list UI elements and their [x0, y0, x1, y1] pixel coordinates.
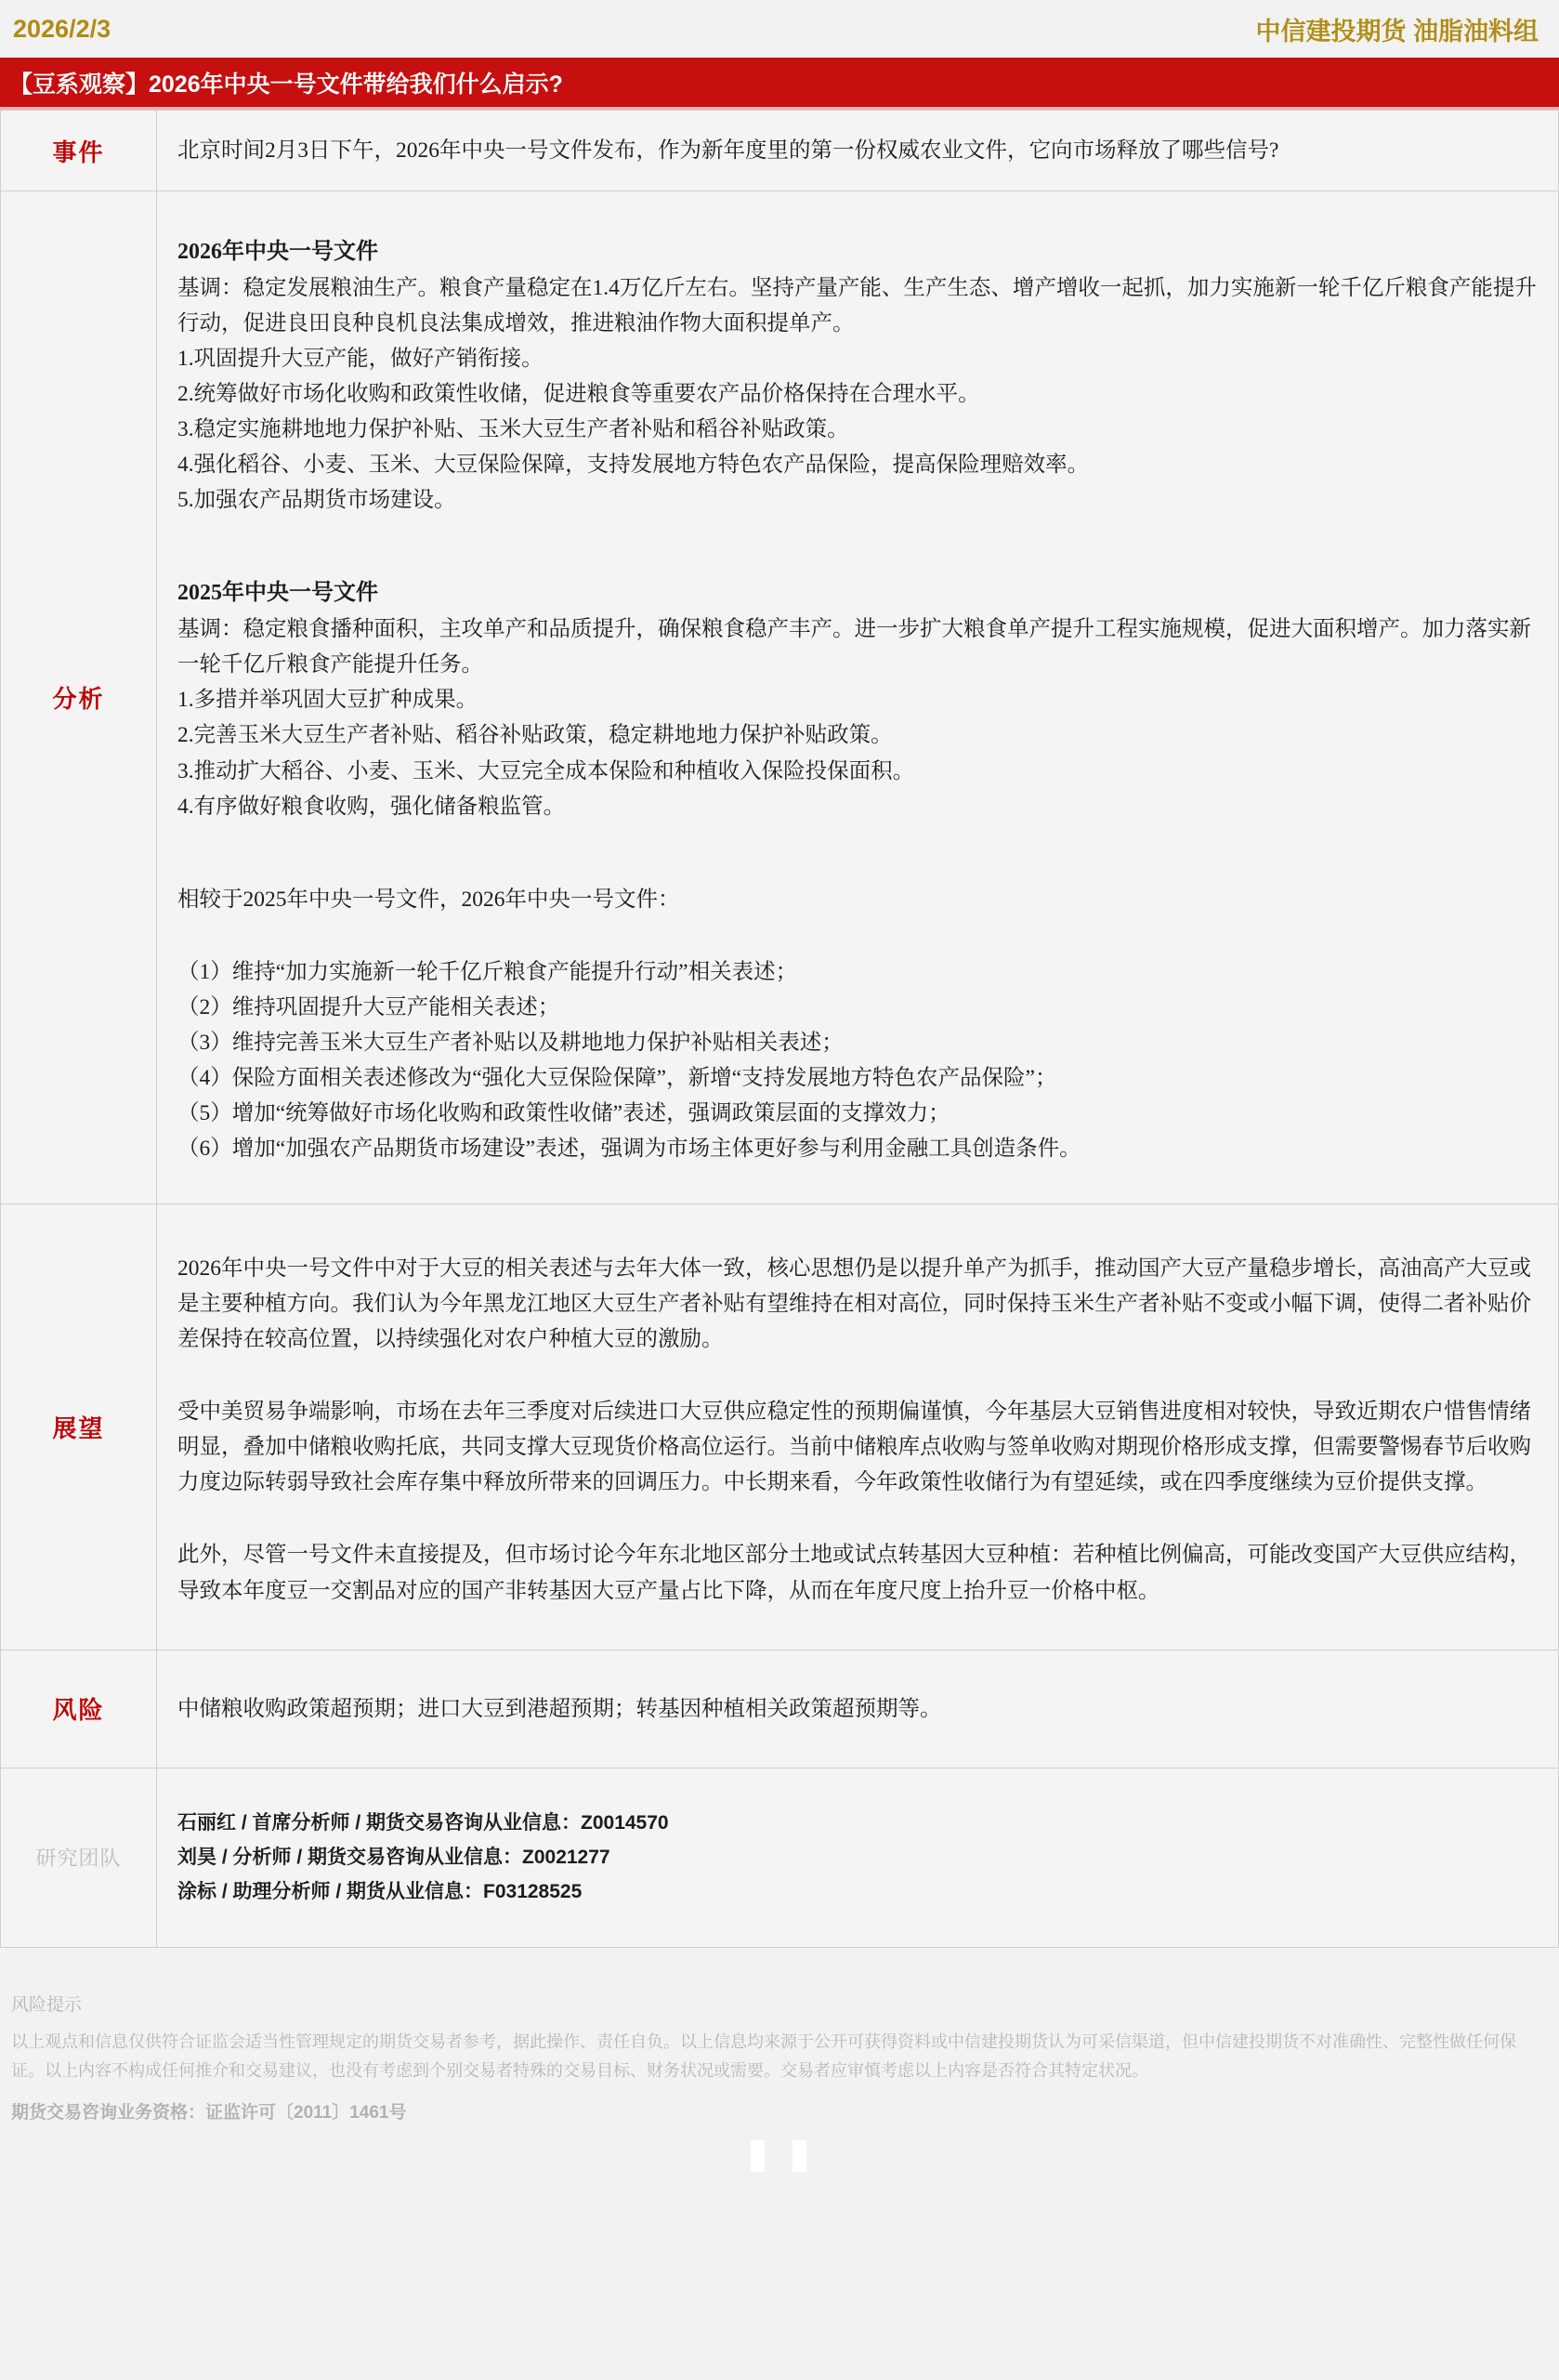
- brand-title: 中信建投期货 油脂油料组: [1255, 17, 1539, 46]
- footer-decoration: [751, 2140, 806, 2172]
- spacer: [177, 917, 1541, 954]
- compare-item-2: （2）维持巩固提升大豆产能相关表述；: [177, 994, 560, 1019]
- outlook-paragraph-1: 2026年中央一号文件中对于大豆的相关表述与去年大体一致，核心思想仍是以提升单产为抓手，推动国产大豆产量稳步增长，高油高产大豆或是主要种植方向。我们认为今年黑龙江地区大豆生产者补贴有望维持在相对高位，同时保持玉米生产者补贴不变或小幅下调，使得二者补贴价差保持在较高位置，以持续强化对农户种植大豆的激励。: [177, 1256, 1531, 1352]
- doc2026-item-4: 4.强化稻谷、小麦、玉米、大豆保险保障，支持发展地方特色农产品保险，提高保险理赔效率。: [177, 453, 1090, 478]
- event-text: 北京时间2月3日下午，2026年中央一号文件发布，作为新年度里的第一份权威农业文件，它向市场释放了哪些信号?: [177, 138, 1279, 163]
- footer-mark-bar-right: [793, 2140, 806, 2172]
- footer-disclaimer: [0, 1948, 1559, 2172]
- analysis-content: [157, 191, 1558, 1203]
- doc2026-item-3: 3.稳定实施耕地地力保护补贴、玉米大豆生产者补贴和稻谷补贴政策。: [177, 417, 849, 442]
- doc2026-heading: 2026年中央一号文件: [177, 240, 378, 265]
- compare-item-1: （1）维持“加力实施新一轮千亿斤粮食产能提升行动”相关表述；: [177, 959, 798, 984]
- doc2026-tone: 基调：稳定发展粮油生产。粮食产量稳定在1.4万亿斤左右。坚持产量产能、生产生态、增产增收一起抓，加力实施新一轮千亿斤粮食产能提升行动，促进良田良种良机良法集成增效，推进粮油作物大面积提单产。: [177, 275, 1537, 335]
- row-label-risk: 风险: [1, 1650, 157, 1768]
- page-header: [0, 0, 1559, 58]
- doc2026-item-5: 5.加强农产品期货市场建设。: [177, 488, 456, 513]
- footer-license-text: 期货交易咨询业务资格：证监许可〔2011〕1461号: [11, 2102, 407, 2123]
- doc2025-tone: 基调：稳定粮食播种面积，主攻单产和品质提升，确保粮食稳产丰产。进一步扩大粮食单产提升工程实施规模，促进大面积增产。加力落实新一轮千亿斤粮食产能提升任务。: [177, 617, 1531, 677]
- doc2025-item-4: 4.有序做好粮食收购，强化储备粮监管。: [177, 794, 566, 819]
- doc2026-item-1: 1.巩固提升大豆产能，做好产销衔接。: [177, 347, 544, 372]
- compare-item-6: （6）增加“加强农产品期货市场建设”表述，强调为市场主体更好参与利用金融工具创造条件。: [177, 1137, 1081, 1161]
- table-row-team: [1, 1768, 1559, 1947]
- footer-body-text: 以上观点和信息仅供符合证监会适当性管理规定的期货交易者参考，据此操作、责任自负。以上信息均来源于公开可获得资料或中信建投期货认为可采信渠道，但中信建投期货不对准确性、完整性做任何保证。以上内容不构成任何推介和交易建议，也没有考虑到个别交易者特殊的交易目标、财务状况或需要。交易者应审慎考虑以上内容是否符合其特定状况。: [11, 2032, 1516, 2080]
- outlook-content: [157, 1204, 1558, 1650]
- compare-item-5: （5）增加“统筹做好市场化收购和政策性收储”表述，强调政策层面的支撑效力；: [177, 1100, 950, 1125]
- team-member-1: 石丽红 / 首席分析师 / 期货交易咨询从业信息：Z0014570: [177, 1811, 669, 1834]
- row-label-event: 事件: [1, 111, 157, 191]
- table-row-event: [1, 111, 1559, 191]
- outlook-paragraph-3: 此外，尽管一号文件未直接提及，但市场讨论今年东北地区部分土地或试点转基因大豆种植：若种植比例偏高，可能改变国产大豆供应结构，导致本年度豆一交割品对应的国产非转基因大豆产量占比下降，从而在年度尺度上抬升豆一价格中枢。: [177, 1543, 1531, 1603]
- spacer: [177, 1357, 1541, 1394]
- spacer: [177, 518, 1541, 575]
- doc2025-item-3: 3.推动扩大稻谷、小麦、玉米、大豆完全成本保险和种植收入保险投保面积。: [177, 758, 915, 783]
- doc2025-item-2: 2.完善玉米大豆生产者补贴、稻谷补贴政策，稳定耕地地力保护补贴政策。: [177, 723, 893, 748]
- table-row-analysis: [1, 191, 1559, 1204]
- doc2026-item-2: 2.统筹做好市场化收购和政策性收储，促进粮食等重要农产品价格保持在合理水平。: [177, 382, 980, 407]
- row-label-team: 研究团队: [1, 1768, 157, 1947]
- title-banner: [0, 58, 1559, 110]
- spacer: [177, 1500, 1541, 1537]
- banner-title-text: 【豆系观察】2026年中央一号文件带给我们什么启示?: [9, 71, 563, 98]
- report-table: [0, 110, 1559, 1948]
- compare-item-4: （4）保险方面相关表述修改为“强化大豆保险保障”，新增“支持发展地方特色农产品保险”；: [177, 1065, 1057, 1090]
- row-label-analysis: 分析: [1, 191, 157, 1204]
- table-row-outlook: [1, 1204, 1559, 1650]
- outlook-paragraph-2: 受中美贸易争端影响，市场在去年三季度对后续进口大豆供应稳定性的预期偏谨慎，今年基层大豆销售进度相对较快，导致近期农户惜售情绪明显，叠加中储粮收购托底，共同支撑大豆现货价格高位运行。当前中储粮库点收购与签单收购对期现价格形成支撑，但需要警惕春节后收购力度边际转弱导致社会库存集中释放所带来的回调压力。中长期来看，今年政策性收储行为有望延续，或在四季度继续为豆价提供支撑。: [177, 1400, 1531, 1495]
- row-label-outlook: 展望: [1, 1204, 157, 1650]
- table-row-risk: [1, 1650, 1559, 1768]
- compare-item-3: （3）维持完善玉米大豆生产者补贴以及耕地地力保护补贴相关表述；: [177, 1030, 844, 1055]
- team-content: [157, 1769, 1558, 1947]
- doc2025-item-1: 1.多措并举巩固大豆扩种成果。: [177, 688, 478, 713]
- footer-mark-bar-left: [751, 2140, 765, 2172]
- compare-lead: 相较于2025年中央一号文件，2026年中央一号文件：: [177, 887, 680, 912]
- footer-title: 风险提示: [11, 1994, 83, 2015]
- event-content: [157, 111, 1558, 191]
- report-date: 2026/2/3: [13, 14, 111, 43]
- doc2025-heading: 2025年中央一号文件: [177, 581, 378, 606]
- team-member-3: 涂标 / 助理分析师 / 期货从业信息：F03128525: [177, 1881, 583, 1903]
- risk-text: 中储粮收购政策超预期；进口大豆到港超预期；转基因种植相关政策超预期等。: [177, 1696, 942, 1721]
- risk-content: [157, 1650, 1558, 1768]
- spacer: [177, 824, 1541, 882]
- team-member-2: 刘昊 / 分析师 / 期货交易咨询从业信息：Z0021277: [177, 1847, 610, 1868]
